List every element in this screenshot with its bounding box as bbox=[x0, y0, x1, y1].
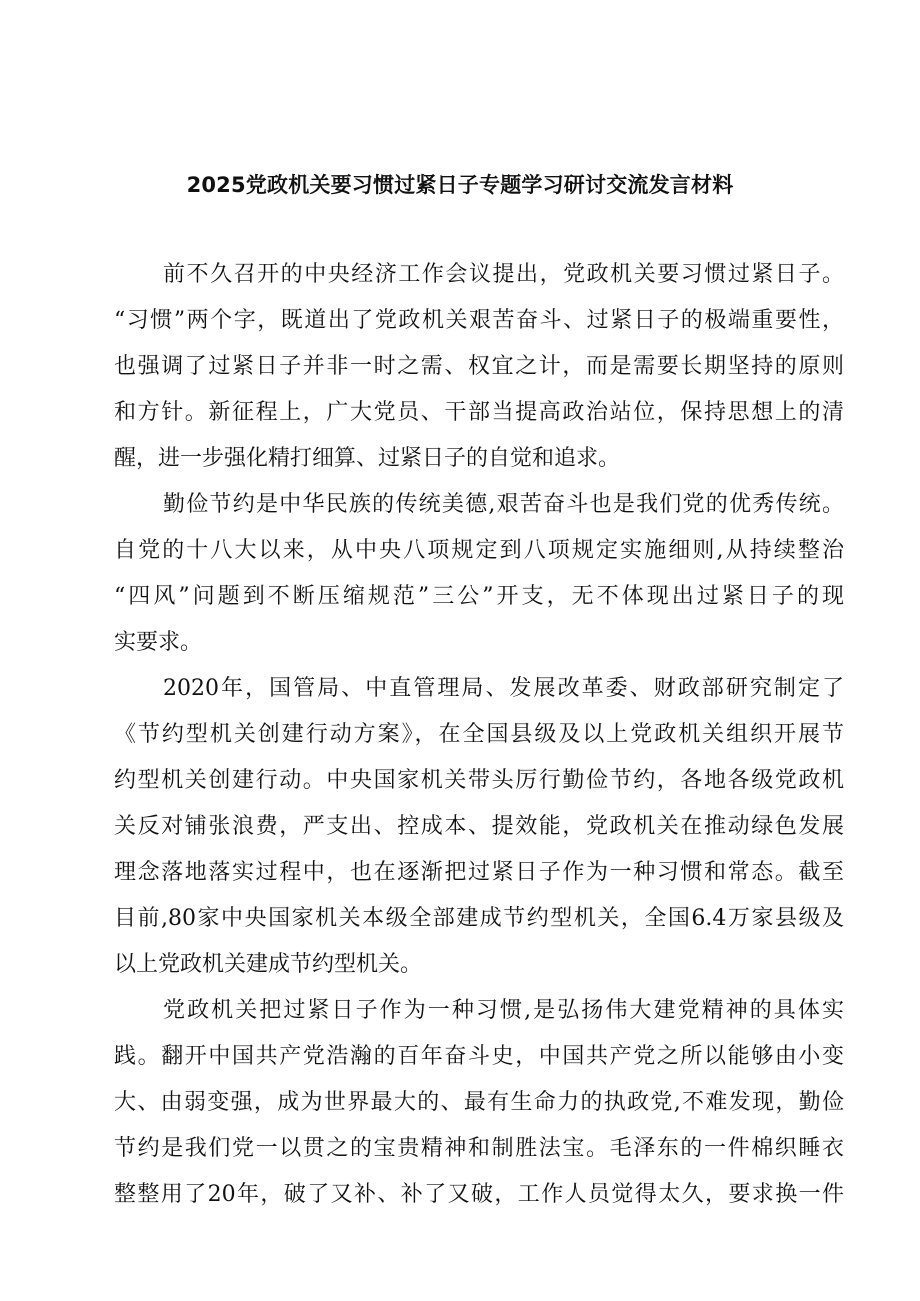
paragraph-line: 和方针。新征程上，广大党员、干部当提高政治站位，保持思想上的清 bbox=[114, 400, 844, 425]
paragraph bbox=[114, 988, 844, 1218]
document-body bbox=[114, 252, 844, 1218]
paragraph-line: 关反对铺张浪费，严支出、控成本、提效能，党政机关在推动绿色发展 bbox=[114, 814, 844, 839]
paragraph-line: 勤俭节约是中华民族的传统美德,艰苦奋斗也是我们党的优秀传统。 bbox=[163, 492, 844, 517]
paragraph-line: 以上党政机关建成节约型机关。 bbox=[114, 952, 423, 977]
paragraph-line: 目前,80家中央国家机关本级全部建成节约型机关，全国6.4万家县级及 bbox=[114, 906, 844, 931]
paragraph-line: 大、由弱变强，成为世界最大的、最有生命力的执政党,不难发现，勤俭 bbox=[114, 1090, 844, 1115]
paragraph-line: 醒，进一步强化精打细算、过紧日子的自觉和追求。 bbox=[114, 446, 621, 471]
paragraph-line: 实要求。 bbox=[114, 630, 203, 655]
paragraph-line: “四风”问题到不断压缩规范”三公”开支，无不体现出过紧日子的现 bbox=[114, 584, 844, 609]
paragraph bbox=[114, 482, 844, 666]
paragraph bbox=[114, 666, 844, 988]
paragraph bbox=[114, 252, 844, 482]
paragraph-line: 前不久召开的中央经济工作会议提出，党政机关要习惯过紧日子。 bbox=[163, 262, 844, 287]
paragraph-line: 约型机关创建行动。中央国家机关带头厉行勤俭节约，各地各级党政机 bbox=[114, 768, 844, 793]
paragraph-line: 党政机关把过紧日子作为一种习惯,是弘扬伟大建党精神的具体实 bbox=[163, 998, 844, 1023]
paragraph-line: 节约是我们党一以贯之的宝贵精神和制胜法宝。毛泽东的一件棉织睡衣 bbox=[114, 1136, 844, 1161]
paragraph-line: 整整用了20年，破了又补、补了又破，工作人员觉得太久，要求换一件 bbox=[114, 1182, 844, 1207]
document-title: 2025党政机关要习惯过紧日子专题学习研讨交流发言材料 bbox=[186, 173, 734, 197]
paragraph-line: 自党的十八大以来，从中央八项规定到八项规定实施细则,从持续整治 bbox=[114, 538, 844, 563]
paragraph-line: 也强调了过紧日子并非一时之需、权宜之计，而是需要长期坚持的原则 bbox=[114, 354, 844, 379]
paragraph-line: 《节约型机关创建行动方案》，在全国县级及以上党政机关组织开展节 bbox=[114, 722, 844, 747]
paragraph-line: 2020年，国管局、中直管理局、发展改革委、财政部研究制定了 bbox=[163, 676, 844, 701]
paragraph-line: “习惯”两个字，既道出了党政机关艰苦奋斗、过紧日子的极端重要性， bbox=[114, 308, 844, 333]
paragraph-line: 理念落地落实过程中，也在逐渐把过紧日子作为一种习惯和常态。截至 bbox=[114, 860, 844, 885]
paragraph-line: 践。翻开中国共产党浩瀚的百年奋斗史，中国共产党之所以能够由小变 bbox=[114, 1044, 844, 1069]
